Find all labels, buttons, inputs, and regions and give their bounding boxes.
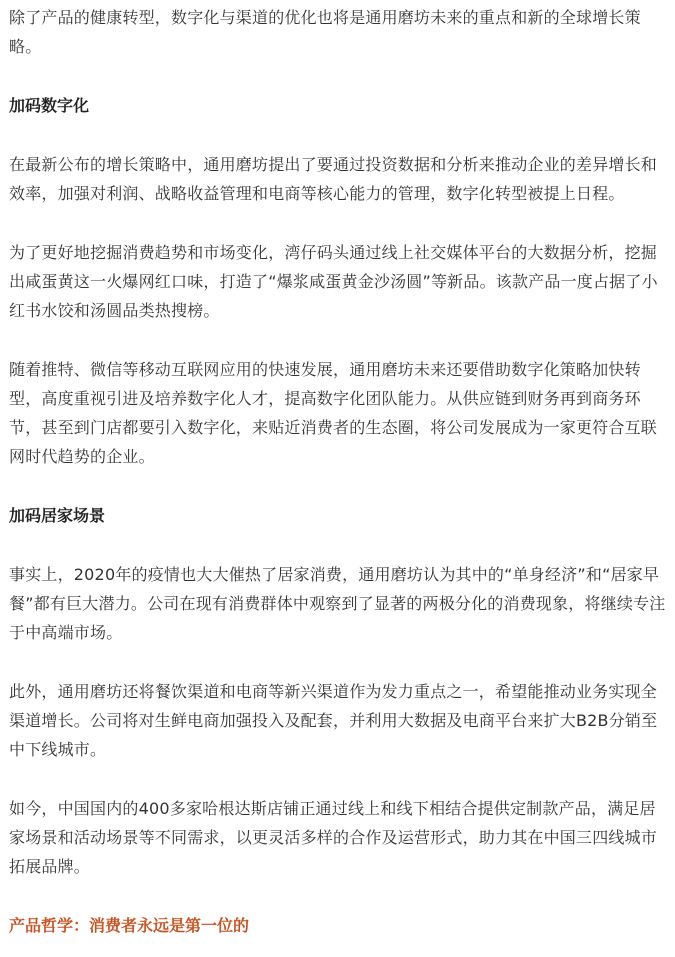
paragraph-channel-growth: 此外，通用磨坊还将餐饮渠道和电商等新兴渠道作为发力重点之一，希望能推动业务实现全渠道增长。公司将对生鲜电商加强投入及配套，并利用大数据及电商平台来扩大B2B分销至中下线城市。 bbox=[9, 682, 658, 759]
paragraph-big-data-product: 为了更好地挖掘消费趋势和市场变化，湾仔码头通过线上社交媒体平台的大数据分析，挖掘出咸蛋黄这一火爆网红口味，打造了“爆浆咸蛋黄金沙汤圆”等新品。该款产品一度占据了小红书水饺和汤圆品类热搜榜。 bbox=[9, 243, 658, 320]
paragraph-haagen-dazs-stores: 如今，中国国内的400多家哈根达斯店铺正通过线上和线下相结合提供定制款产品，满足居家场景和活动场景等不同需求，以更灵活多样的合作及运营形式，助力其在中国三四线城市拓展品牌。 bbox=[9, 799, 658, 876]
article-body bbox=[9, 0, 669, 940]
paragraph-digital-strategy: 在最新公布的增长策略中，通用磨坊提出了要通过投资数据和分析来推动企业的差异增长和效率，加强对利润、战略收益管理和电商等核心能力的管理，数字化转型被提上日程。 bbox=[9, 155, 658, 203]
section-heading-digital: 加码数字化 bbox=[9, 96, 90, 115]
paragraph-home-consumption: 事实上，2020年的疫情也大大催热了居家消费，通用磨坊认为其中的“单身经济”和“居家早餐”都有巨大潜力。公司在现有消费群体中观察到了显著的两极分化的消费现象，将继续专注于中高端市场。 bbox=[9, 565, 666, 642]
paragraph-digital-transformation: 随着推特、微信等移动互联网应用的快速发展，通用磨坊未来还要借助数字化策略加快转型，高度重视引进及培养数字化人才，提高数字化团队能力。从供应链到财务再到商务环节，甚至到门店都要引入数字化，来贴近消费者的生态圈，将公司发展成为一家更符合互联网时代趋势的企业。 bbox=[9, 360, 658, 466]
section-heading-home-scene: 加码居家场景 bbox=[9, 506, 106, 525]
intro-paragraph: 除了产品的健康转型，数字化与渠道的优化也将是通用磨坊未来的重点和新的全球增长策略。 bbox=[9, 8, 641, 56]
section-heading-product-philosophy: 产品哲学：消费者永远是第一位的 bbox=[9, 916, 250, 935]
